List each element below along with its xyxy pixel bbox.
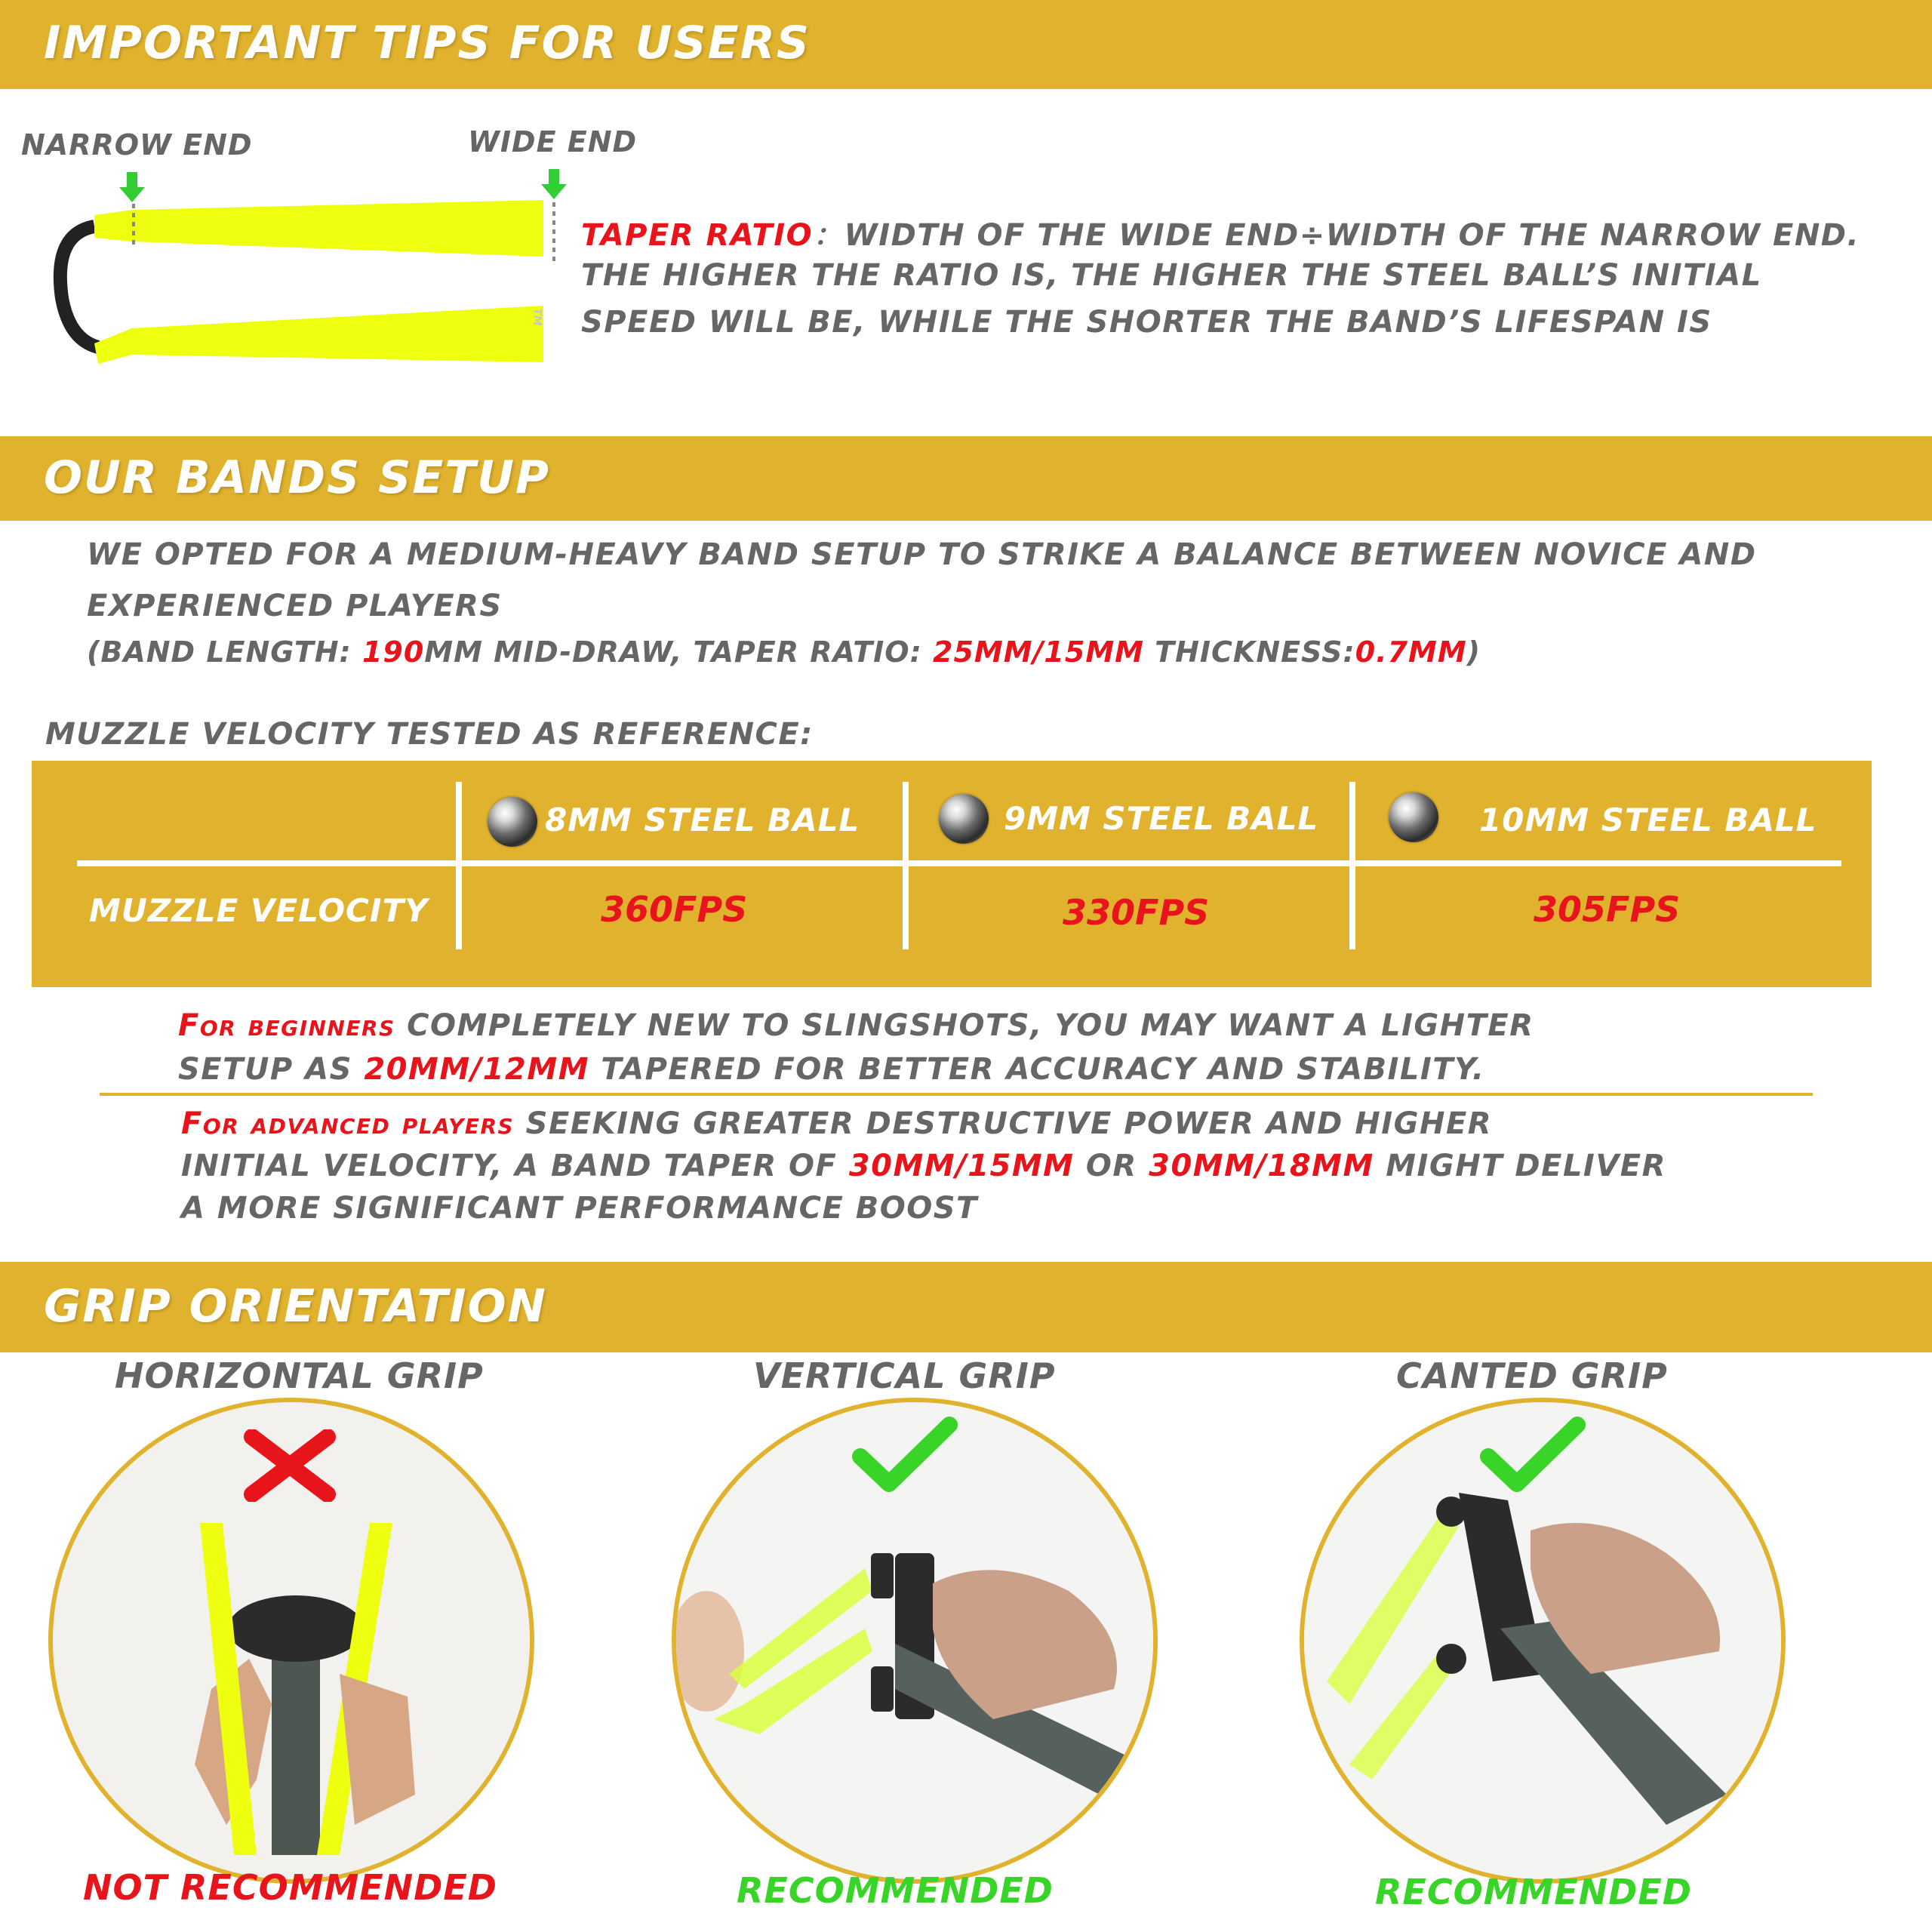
advanced-label: For advanced players	[181, 1106, 515, 1141]
band-illustration	[53, 166, 566, 377]
verdict-vertical: RECOMMENDED	[737, 1870, 1054, 1911]
grip-title-horizontal: HORIZONTAL GRIP	[115, 1355, 484, 1396]
advice-divider	[100, 1093, 1813, 1096]
spec-length-value: 190	[361, 635, 425, 669]
beginner-taper-value: 20MM/12MM	[364, 1052, 589, 1087]
bands-spec-line	[87, 635, 1481, 669]
advanced-advice-line-1	[181, 1106, 1492, 1141]
wide-end-arrow-icon	[541, 169, 566, 199]
advanced-text: INITIAL VELOCITY, A BAND TAPER OF	[181, 1149, 849, 1183]
steel-ball-icon	[488, 797, 537, 847]
advanced-advice-line-3: A MORE SIGNIFICANT PERFORMANCE BOOST	[181, 1191, 978, 1226]
table-header-8mm: 8MM STEEL BALL	[545, 801, 860, 838]
beginner-advice-line-2	[178, 1052, 1485, 1087]
check-mark-icon	[850, 1414, 960, 1497]
spec-thickness-label: THICKNESS:	[1143, 635, 1355, 669]
velocity-number: 330	[1063, 892, 1136, 933]
taper-ratio-definition: WIDTH OF THE WIDE END÷WIDTH OF THE NARROW END.	[844, 218, 1860, 253]
bands-intro-line-2: EXPERIENCED PLAYERS	[87, 589, 503, 623]
tips-section-title: IMPORTANT TIPS FOR USERS	[44, 17, 811, 69]
check-mark-icon	[1478, 1414, 1588, 1497]
beginner-text: TAPERED FOR BETTER ACCURACY AND STABILITY.	[589, 1052, 1485, 1087]
advanced-text: SEEKING GREATER DESTRUCTIVE POWER AND HIGHER	[514, 1106, 1493, 1141]
table-divider-vertical-3	[1349, 782, 1355, 949]
bands-header-bar	[0, 436, 1932, 521]
advanced-text: MIGHT DELIVER	[1374, 1149, 1666, 1183]
pouch-icon	[60, 226, 98, 347]
taper-ratio-label: TAPER RATIO	[581, 218, 814, 253]
table-divider-vertical-1	[456, 782, 462, 949]
table-header-9mm: 9MM STEEL BALL	[1004, 800, 1319, 837]
table-row-label: MUZZLE VELOCITY	[89, 892, 429, 929]
taper-ratio-line-3: SPEED WILL BE, WHILE THE SHORTER THE BAND’S LIFESPAN IS	[581, 305, 1712, 340]
beginner-advice-line-1	[178, 1008, 1534, 1043]
velocity-unit: FPS	[1135, 892, 1210, 933]
narrow-end-arrow-icon	[119, 172, 145, 202]
wide-end-label: WIDE END	[468, 125, 638, 158]
band-tm-mark: TM	[531, 308, 543, 326]
velocity-table	[32, 761, 1872, 987]
spec-taper-value: 25MM/15MM	[933, 635, 1144, 669]
bands-intro-line-1: WE OPTED FOR A MEDIUM-HEAVY BAND SETUP TO STRIKE A BALANCE BETWEEN NOVICE AND	[87, 537, 1757, 572]
spec-length-unit: MM MID-DRAW, TAPER RATIO:	[424, 635, 934, 669]
table-divider-vertical-2	[903, 782, 909, 949]
velocity-unit: FPS	[1606, 889, 1681, 930]
velocity-value-8mm	[601, 889, 747, 930]
table-divider-horizontal	[77, 860, 1841, 866]
velocity-value-9mm	[1063, 892, 1209, 933]
spec-close: )	[1466, 635, 1481, 669]
grip-title-canted: CANTED GRIP	[1396, 1355, 1668, 1396]
beginner-text: COMPLETELY NEW TO SLINGSHOTS, YOU MAY WANT A LIGHTER	[395, 1008, 1534, 1043]
grip-title-vertical: VERTICAL GRIP	[753, 1355, 1056, 1396]
muzzle-velocity-heading: MUZZLE VELOCITY TESTED AS REFERENCE:	[45, 717, 814, 752]
taper-ratio-colon: ：	[813, 218, 844, 253]
bands-section-title: OUR BANDS SETUP	[44, 451, 550, 504]
velocity-number: 305	[1534, 889, 1607, 930]
beginner-text: SETUP AS	[178, 1052, 365, 1087]
grip-header-bar	[0, 1262, 1932, 1352]
verdict-canted: RECOMMENDED	[1375, 1872, 1692, 1912]
velocity-value-10mm	[1534, 889, 1680, 930]
spec-thickness-value: 0.7MM	[1355, 635, 1467, 669]
steel-ball-icon	[1389, 792, 1438, 842]
spec-open: (BAND LENGTH:	[87, 635, 362, 669]
table-header-10mm: 10MM STEEL BALL	[1479, 801, 1817, 838]
verdict-horizontal: NOT RECOMMENDED	[83, 1867, 497, 1908]
steel-ball-icon	[939, 794, 989, 844]
advanced-taper-value-2: 30MM/18MM	[1149, 1149, 1374, 1183]
grip-section-title: GRIP ORIENTATION	[44, 1280, 547, 1333]
tips-header-bar	[0, 0, 1932, 89]
advanced-taper-value-1: 30MM/15MM	[848, 1149, 1075, 1183]
velocity-unit: FPS	[673, 889, 748, 930]
beginner-label: For beginners	[178, 1008, 395, 1043]
advanced-advice-line-2	[181, 1149, 1666, 1183]
narrow-end-label: NARROW END	[21, 128, 253, 162]
advanced-text: OR	[1074, 1149, 1149, 1183]
velocity-number: 360	[601, 889, 674, 930]
cross-mark-icon	[243, 1429, 337, 1502]
taper-ratio-line-2: THE HIGHER THE RATIO IS, THE HIGHER THE STEEL BALL’S INITIAL	[581, 258, 1762, 293]
taper-ratio-line	[581, 211, 1860, 254]
